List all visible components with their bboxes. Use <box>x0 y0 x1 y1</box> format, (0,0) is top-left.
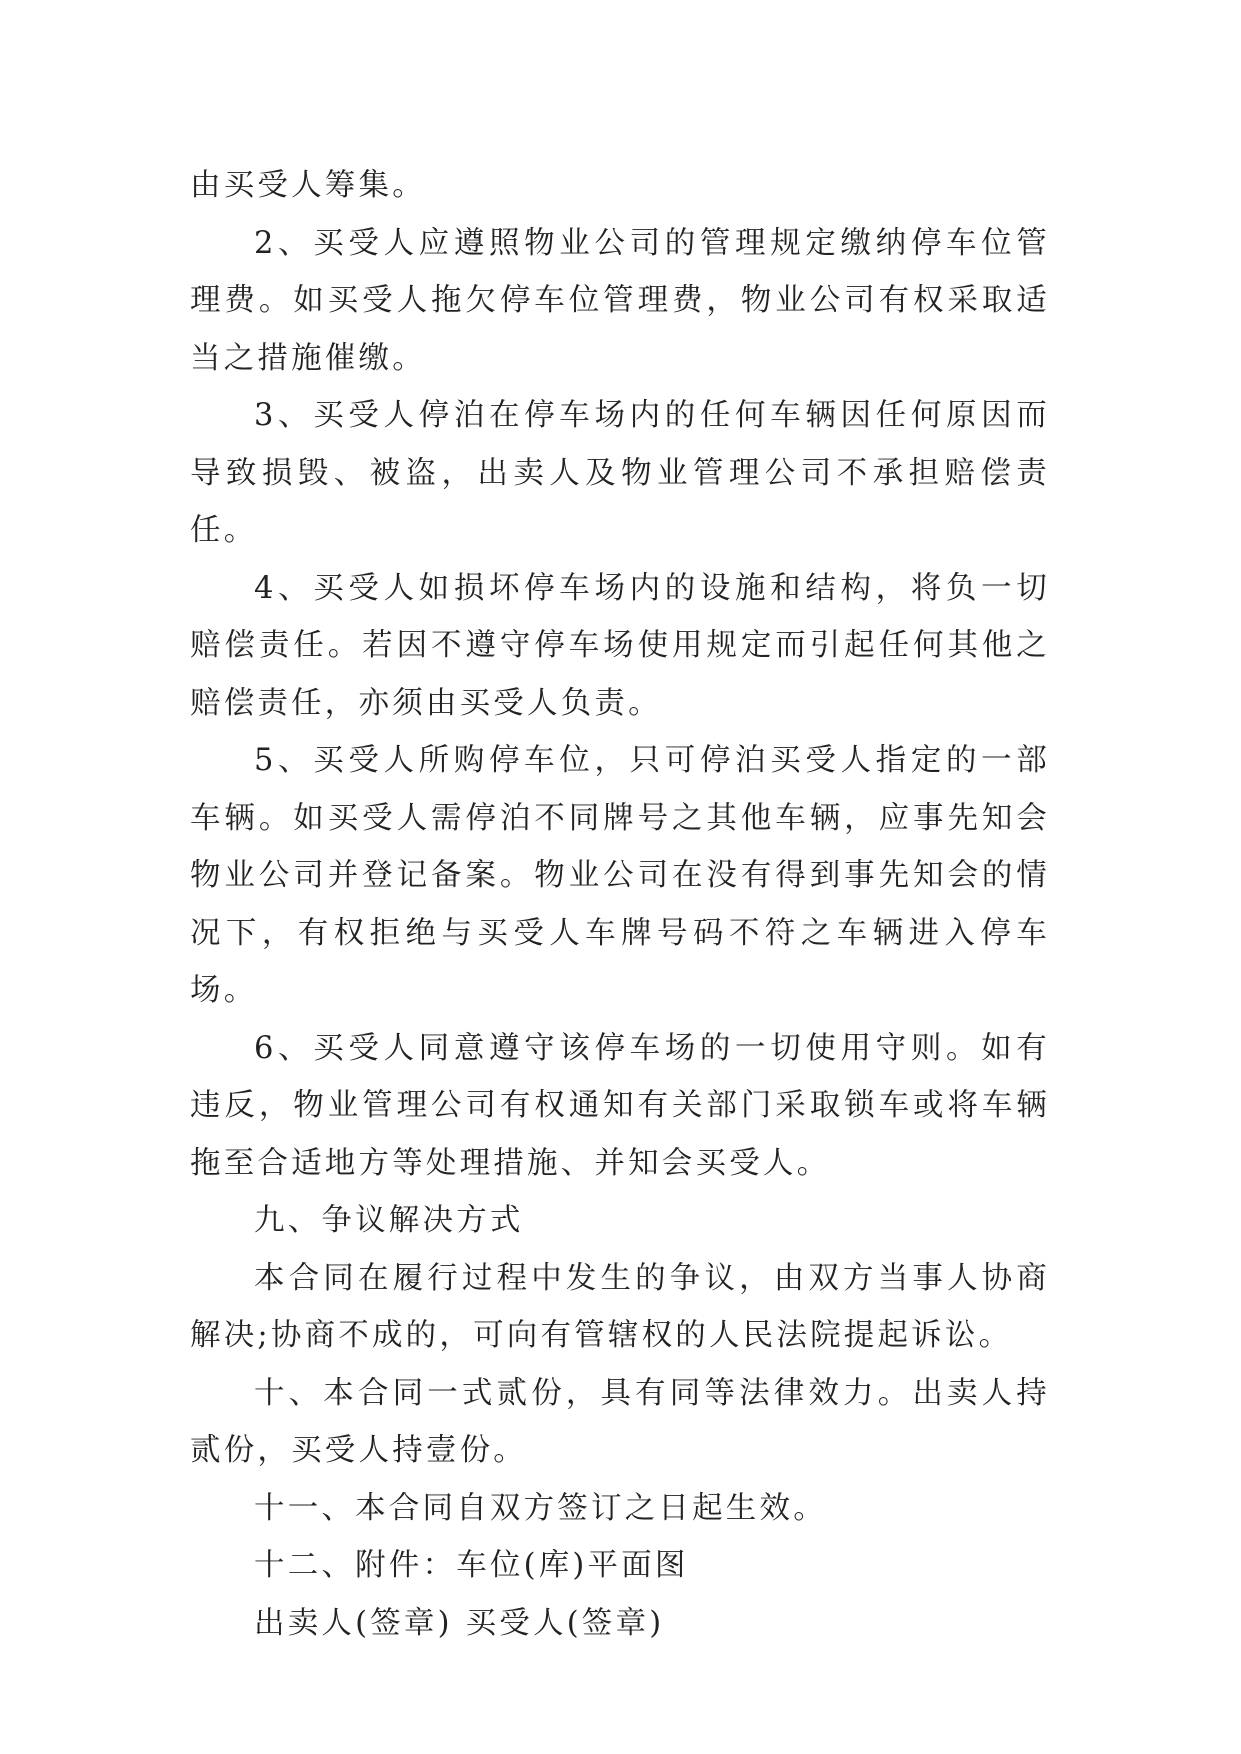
section-heading-dispute: 九、争议解决方式 <box>254 1203 524 1238</box>
paragraph-copies: 十、本合同一式贰份，具有同等法律效力。出卖人持贰份，买受人持壹份。 <box>190 1375 1050 1468</box>
document-body <box>190 157 1050 1652</box>
paragraph-continuation: 由买受人筹集。 <box>190 168 426 203</box>
paragraph-clause-4: 4、买受人如损坏停车场内的设施和结构，将负一切赔偿责任。若因不遵守停车场使用规定而引起任何其他之赔偿责任，亦须由买受人负责。 <box>190 570 1050 721</box>
paragraph-effective-date: 十一、本合同自双方签订之日起生效。 <box>254 1490 827 1526</box>
paragraph-clause-2: 2、买受人应遵照物业公司的管理规定缴纳停车位管理费。如买受人拖欠停车位管理费，物业公司有权采取适当之措施催缴。 <box>190 225 1050 376</box>
paragraph-clause-5: 5、买受人所购停车位，只可停泊买受人指定的一部车辆。如买受人需停泊不同牌号之其他车辆，应事先知会物业公司并登记备案。物业公司在没有得到事先知会的情况下，有权拒绝与买受人车牌号码不符之车辆进入停车场。 <box>190 743 1050 1008</box>
paragraph-clause-3: 3、买受人停泊在停车场内的任何车辆因任何原因而导致损毁、被盗，出卖人及物业管理公司不承担赔偿责任。 <box>190 398 1050 548</box>
signature-line: 出卖人(签章) 买受人(签章) <box>254 1605 665 1641</box>
paragraph-clause-6: 6、买受人同意遵守该停车场的一切使用守则。如有违反，物业管理公司有权通知有关部门采取锁车或将车辆拖至合适地方等处理措施、并知会买受人。 <box>190 1030 1050 1181</box>
paragraph-dispute-resolution: 本合同在履行过程中发生的争议，由双方当事人协商解决;协商不成的，可向有管辖权的人民法院提起诉讼。 <box>190 1260 1050 1353</box>
paragraph-attachment: 十二、附件：车位(库)平面图 <box>254 1548 689 1583</box>
